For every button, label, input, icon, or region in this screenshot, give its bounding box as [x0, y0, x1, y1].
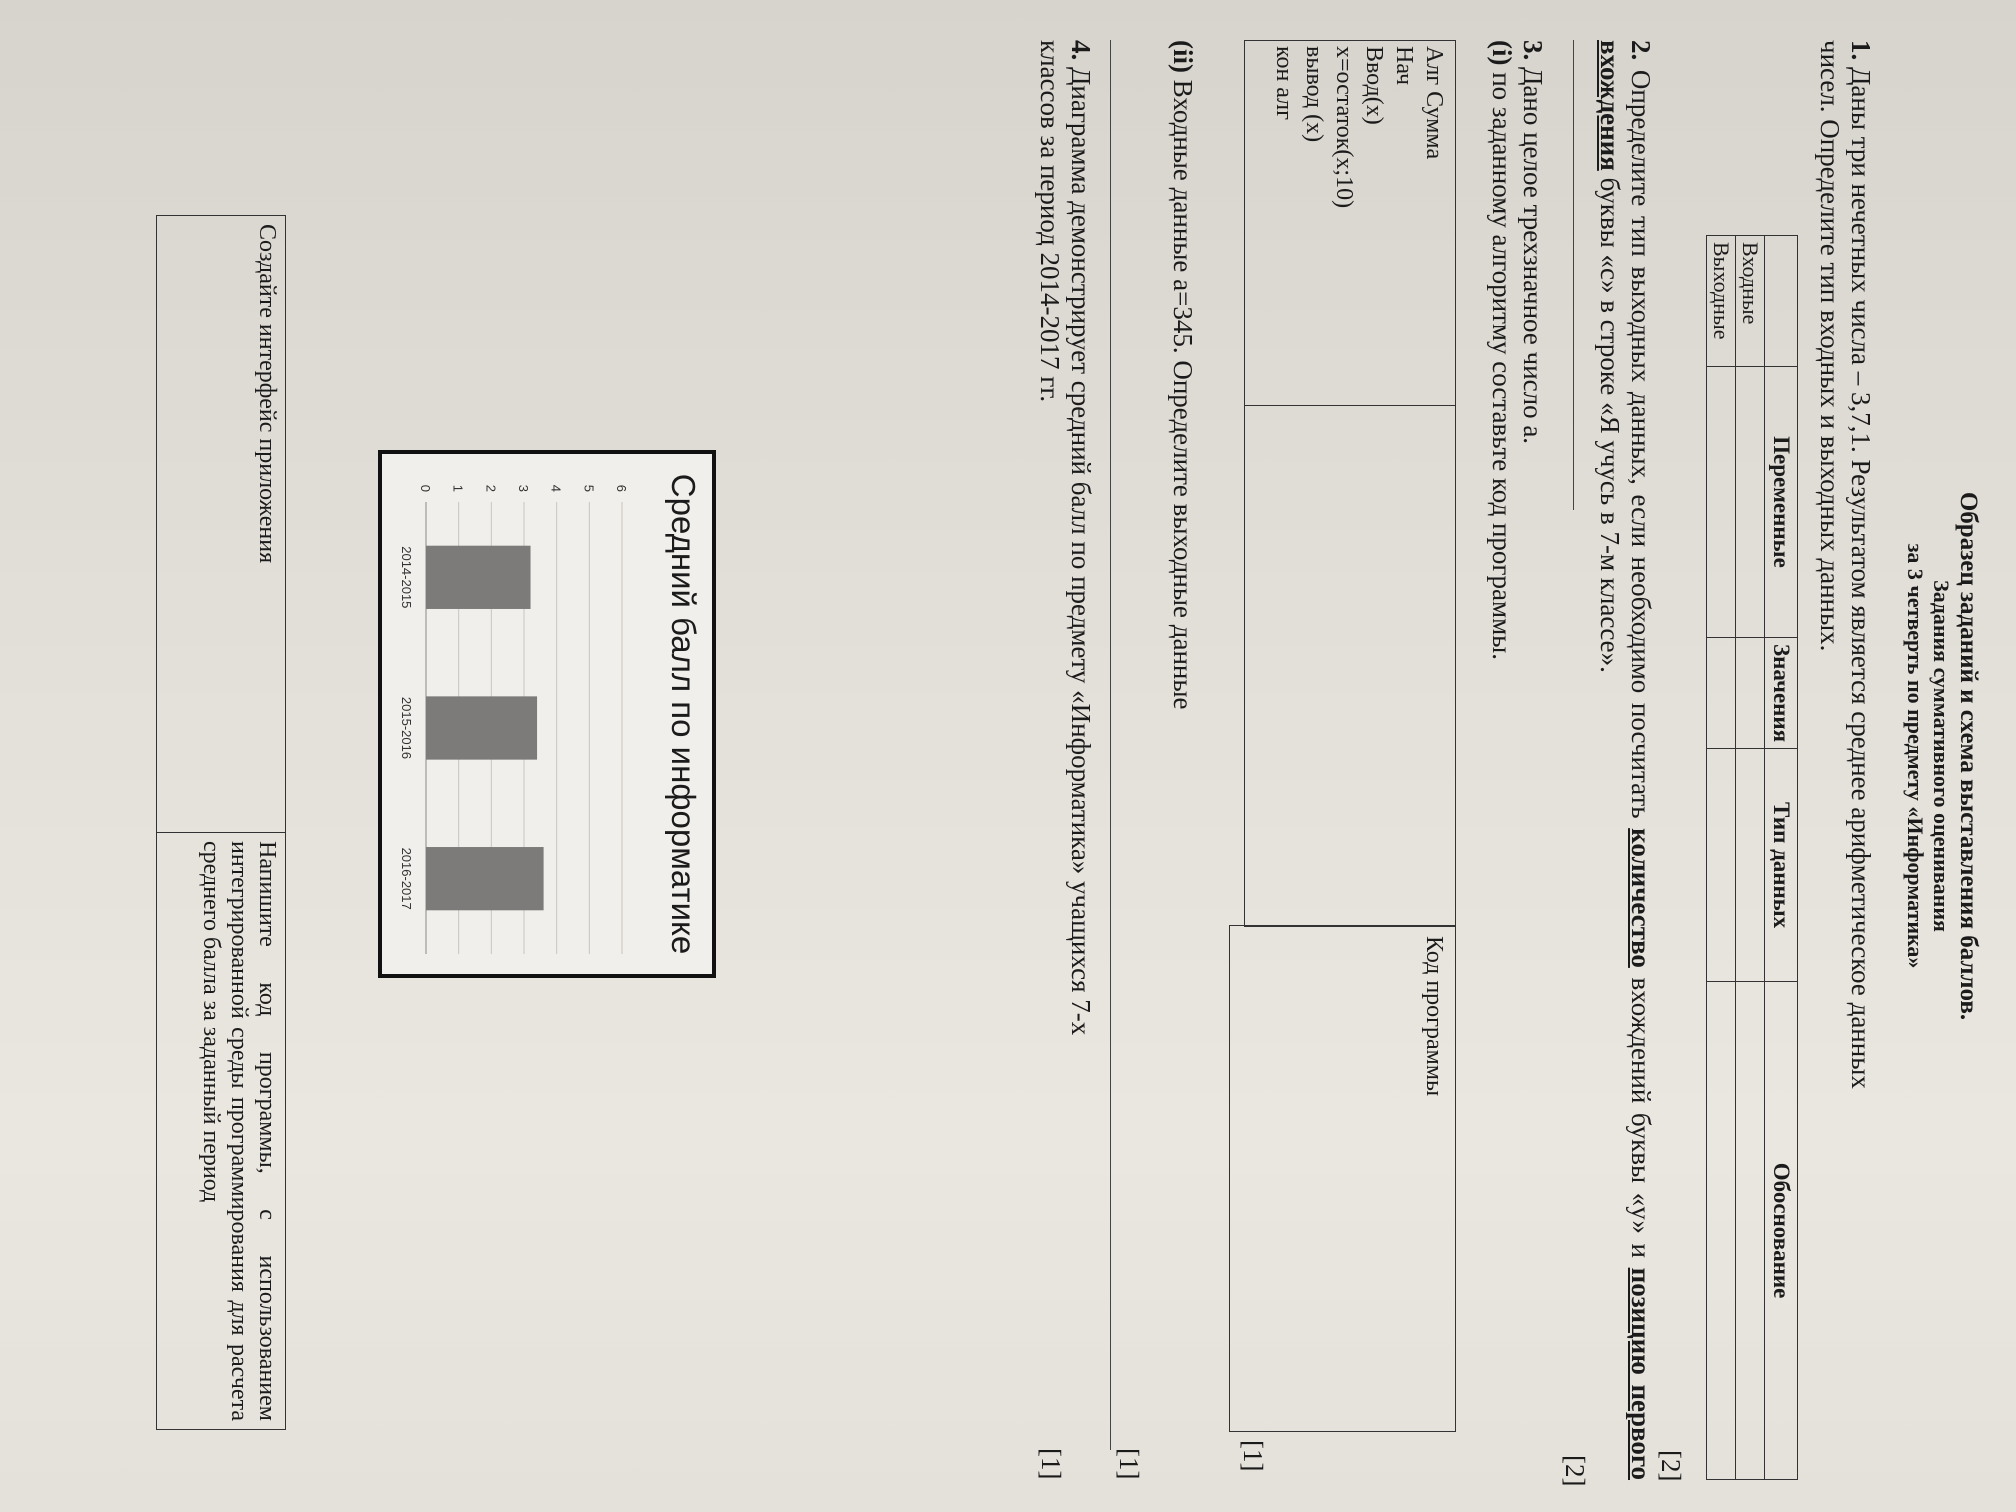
- alg-line: Нач: [1391, 46, 1417, 86]
- table-header-row: [1765, 236, 1798, 1480]
- page-header: [1902, 0, 1982, 1512]
- left-cell-text: Создайте интерфейс приложения: [254, 224, 280, 564]
- task-3-mark-i: [1]: [1238, 1440, 1268, 1472]
- table-cell: [157, 216, 286, 833]
- alg-line: кон алг: [1271, 46, 1297, 120]
- task-1-line-1: Даны три нечетных числа – 3,7,1. Результатом является среднее арифметическое данных: [1846, 67, 1876, 1089]
- task-3-sub-i-text: по заданному алгоритму составьте код программы.: [1487, 72, 1517, 661]
- task-1-line-2: чисел. Определите тип входных и выходных данных.: [1815, 40, 1845, 652]
- code-box-header: Код программы: [1421, 936, 1447, 1097]
- y-tick-label: 2: [483, 484, 499, 492]
- y-tick-label: 3: [516, 484, 531, 492]
- task-2-part-4: буквы «с» в строке «Я учусь в 7-м классе».: [1595, 177, 1625, 673]
- task-1-number: 1.: [1846, 40, 1876, 61]
- task-4-table: [156, 215, 286, 1430]
- task-3-part-ii: [1167, 40, 1198, 1240]
- task-2-mark: [2]: [1560, 1455, 1590, 1487]
- x-tick-label: 2016-2017: [399, 847, 414, 910]
- header-line-2: Задания суммативного оценивания: [1929, 580, 1954, 932]
- algorithm-box: [1244, 46, 1456, 927]
- task-2-bold-2: позицию первого вхождения: [1595, 40, 1656, 1481]
- bar-chart: [394, 454, 634, 974]
- y-tick-label: 6: [614, 484, 629, 492]
- table-cell: Выходные: [1707, 236, 1736, 367]
- alg-left-box: [1244, 40, 1456, 406]
- table-row: [1707, 236, 1736, 1480]
- table-cell: [1707, 638, 1736, 749]
- task-3-sub-i-number: (i): [1487, 40, 1517, 66]
- y-tick-label: 4: [548, 484, 564, 492]
- table-header-cell: Значения: [1765, 638, 1798, 749]
- task-4-line-2: классов за период 2014-2017 гг.: [1035, 40, 1065, 403]
- table-cell: [1736, 982, 1765, 1480]
- alg-line: вывод (х): [1301, 46, 1327, 143]
- task-1-mark: [2]: [1656, 1450, 1686, 1482]
- table-cell: [1707, 982, 1736, 1480]
- code-program-box: [1229, 925, 1456, 1432]
- table-cell: [157, 833, 286, 1430]
- chart-title: Средний балл по информатике: [665, 473, 702, 955]
- table-row: [157, 216, 286, 1430]
- task-2-part-3: буквы «у» и: [1626, 1112, 1656, 1259]
- task-2-text: [1594, 40, 1656, 1480]
- table-cell: [1736, 638, 1765, 749]
- header-line-3: за 3 четверть по предмету «Информатика»: [1903, 543, 1928, 969]
- task-3-sub-ii-number: (ii): [1168, 40, 1198, 73]
- table-cell: [1736, 367, 1765, 638]
- task-2-part-2: вхождений: [1626, 977, 1656, 1104]
- x-tick-label: 2015-2016: [399, 696, 414, 760]
- alg-line: Ввод(х): [1361, 46, 1387, 125]
- right-cell-text: Напишите код программы, с использованием интегрированной среды программирования для расчета среднего балла за заданный период: [198, 841, 280, 1421]
- task-1-table: [1706, 235, 1798, 1480]
- table-cell: [1707, 749, 1736, 982]
- alg-line: Алг Сумма: [1421, 46, 1447, 160]
- answer-line: [1573, 40, 1574, 510]
- task-3-text: [1486, 40, 1548, 1240]
- task-3-sub-ii-text: Входные данные а=345. Определите выходные данные: [1168, 79, 1198, 710]
- alg-line: х=остаток(х;10): [1331, 46, 1357, 209]
- y-tick-label: 5: [581, 484, 597, 492]
- table-cell: [1707, 367, 1736, 638]
- task-1-text: [1814, 40, 1876, 1480]
- bar-2015-2016: [426, 696, 537, 759]
- task-3-number: 3.: [1518, 40, 1548, 61]
- task-2-part-1: Определите тип выходных данных, если необходимо посчитать: [1626, 69, 1656, 819]
- task-2-number: 2.: [1626, 40, 1656, 61]
- x-tick-label: 2014-2015: [399, 546, 414, 609]
- table-header-cell: Обоснование: [1765, 982, 1798, 1480]
- y-tick-label: 0: [418, 484, 433, 492]
- y-tick-label: 1: [450, 484, 466, 492]
- task-3-intro: Дано целое трехзначное число а.: [1518, 67, 1548, 445]
- table-header-cell: [1765, 236, 1798, 367]
- task-4-text: [1034, 40, 1096, 1480]
- task-3-mark-ii: [1]: [1114, 1448, 1144, 1480]
- table-row: [1736, 236, 1765, 1480]
- table-header-cell: Переменные: [1765, 367, 1798, 638]
- task-4-line-1: Диаграмма демонстрирует средний балл по предмету «Информатика» учащихся 7-х: [1066, 67, 1096, 1036]
- table-cell: Входные: [1736, 236, 1765, 367]
- table-header-cell: Тип данных: [1765, 749, 1798, 982]
- bar-2016-2017: [426, 847, 544, 910]
- task-4-mark: [1]: [1036, 1448, 1066, 1480]
- answer-line: [1110, 40, 1111, 1450]
- task-2-bold-1: количество: [1626, 828, 1656, 968]
- chart-container: [378, 450, 716, 978]
- task-4-number: 4.: [1066, 40, 1096, 61]
- table-cell: [1736, 749, 1765, 982]
- header-line-1: Образец заданий и схема выставления баллов.: [1955, 491, 1982, 1021]
- bar-2014-2015: [426, 546, 531, 609]
